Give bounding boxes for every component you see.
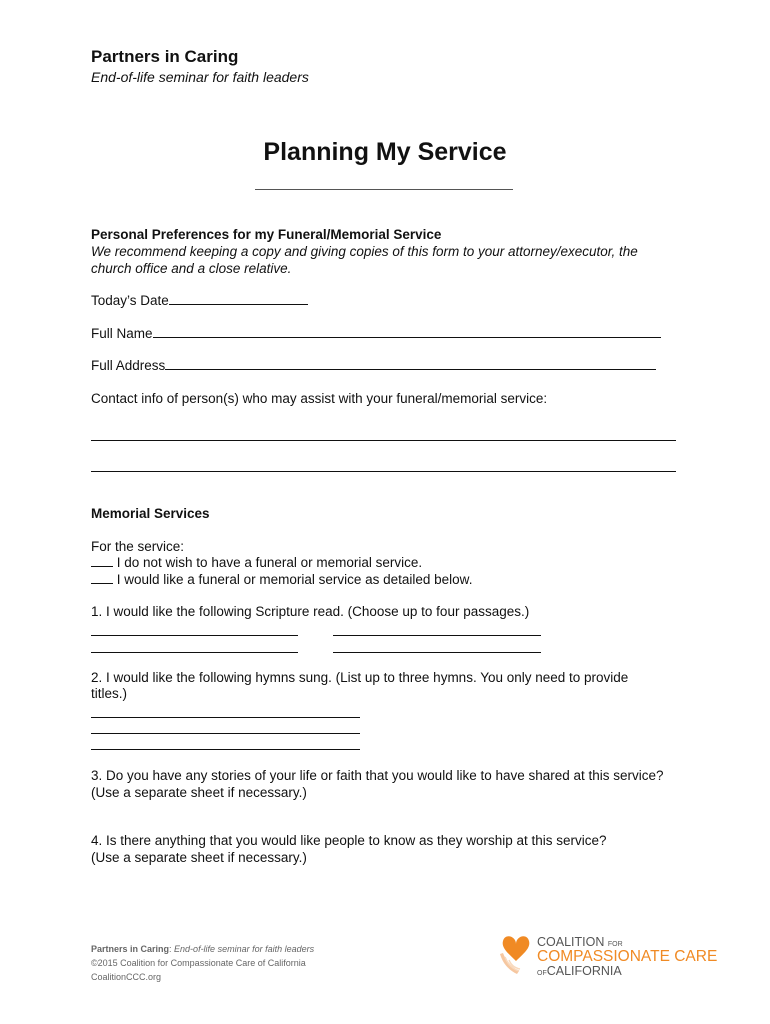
footer-tagline: End-of-life seminar for faith leaders (174, 944, 315, 954)
name-label: Full Name (91, 326, 153, 341)
option-service-label: I would like a funeral or memorial service as detailed below. (116, 572, 473, 587)
address-field[interactable] (165, 358, 656, 370)
title-underline (255, 189, 513, 190)
header-title: Partners in Caring (91, 47, 239, 66)
question-2-line2: titles.) (91, 686, 128, 701)
contact-label: Contact info of person(s) who may assist with your funeral/memorial service: (91, 391, 548, 406)
footer-brand: Partners in Caring (91, 944, 170, 954)
logo-line1: COALITION FOR (537, 935, 623, 949)
question-3-line1: 3. Do you have any stories of your life or faith that you would like to have shared at this service? (91, 768, 664, 783)
header-subtitle: End-of-life seminar for faith leaders (91, 69, 309, 85)
date-label: Today’s Date (91, 293, 169, 308)
scripture-line-4[interactable] (333, 652, 541, 653)
question-1: 1. I would like the following Scripture read. (Choose up to four passages.) (91, 604, 530, 619)
scripture-line-1[interactable] (91, 635, 298, 636)
preferences-heading: Personal Preferences for my Funeral/Memorial Service (91, 227, 442, 242)
name-field[interactable] (153, 326, 661, 338)
footer-copyright: ©2015 Coalition for Compassionate Care of California (91, 958, 306, 968)
scripture-line-2[interactable] (333, 635, 541, 636)
page-title: Planning My Service (263, 138, 507, 166)
hymn-line-2[interactable] (91, 733, 360, 734)
date-row (91, 293, 308, 308)
contact-line-1[interactable] (91, 440, 676, 441)
heart-hands-icon (497, 930, 535, 978)
scripture-line-3[interactable] (91, 652, 298, 653)
coalition-logo (497, 928, 718, 980)
preferences-note-line1: We recommend keeping a copy and giving copies of this form to your attorney/executor, the (91, 244, 638, 259)
hymn-line-3[interactable] (91, 749, 360, 750)
logo-line2: COMPASSIONATE CARE (537, 948, 718, 965)
address-row (91, 358, 656, 373)
logo-line3: OFCALIFORNIA (537, 964, 622, 978)
footer-website: CoalitionCCC.org (91, 972, 162, 982)
option-no-service-checkbox[interactable] (91, 555, 113, 567)
name-row (91, 326, 661, 341)
question-4-line1: 4. Is there anything that you would like people to know as they worship at this service? (91, 833, 607, 848)
footer-brand-line (91, 944, 314, 954)
memorial-heading: Memorial Services (91, 506, 210, 521)
contact-line-2[interactable] (91, 471, 676, 472)
address-label: Full Address (91, 358, 166, 373)
hymn-line-1[interactable] (91, 717, 360, 718)
date-field[interactable] (169, 293, 308, 305)
option-no-service (91, 555, 422, 570)
question-4-line2: (Use a separate sheet if necessary.) (91, 850, 307, 865)
question-3-line2: (Use a separate sheet if necessary.) (91, 785, 307, 800)
question-2-line1: 2. I would like the following hymns sung. (List up to three hymns. You only need to provide (91, 670, 629, 685)
option-service-checkbox[interactable] (91, 572, 113, 584)
footer-brand-sep: : (169, 944, 175, 954)
option-service (91, 572, 472, 587)
for-service-label: For the service: (91, 539, 185, 554)
preferences-note-line2: church office and a close relative. (91, 261, 292, 276)
option-no-service-label: I do not wish to have a funeral or memorial service. (116, 555, 423, 570)
